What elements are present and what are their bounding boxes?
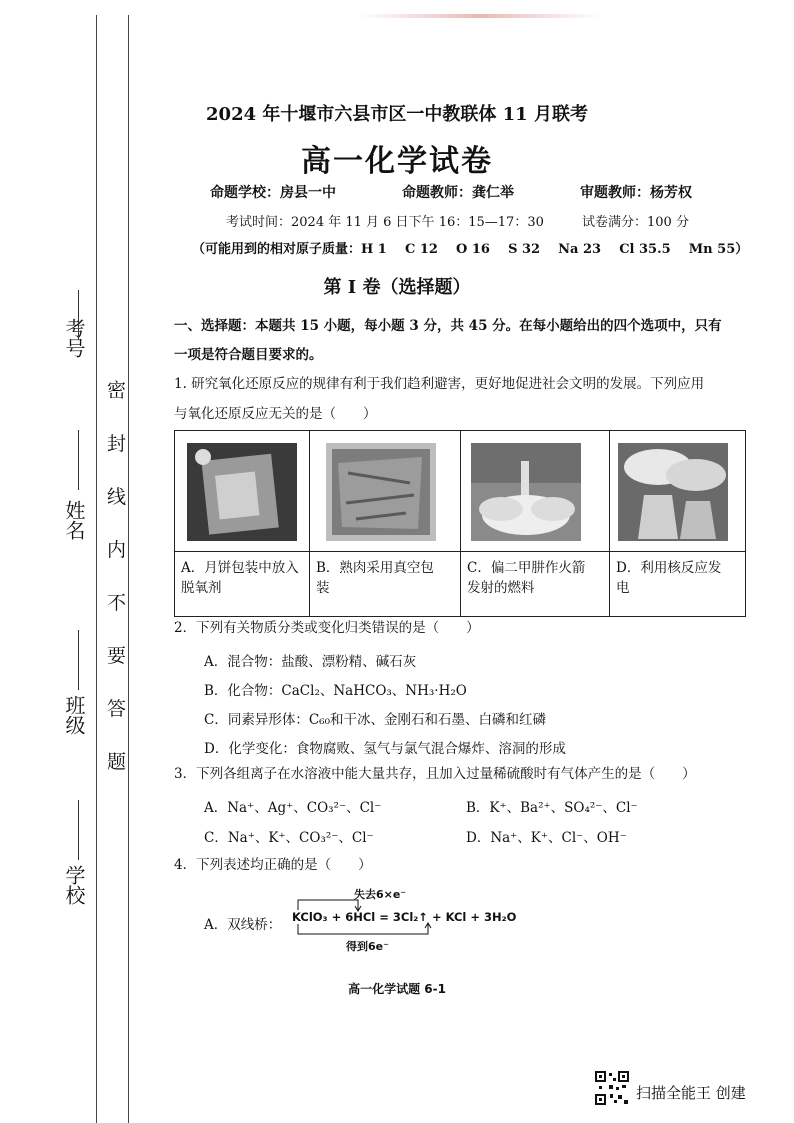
q1-option-a-line2: 脱氧剂 — [181, 580, 222, 596]
q1-option-c-line1: C．偏二甲肼作火箭 — [467, 560, 586, 576]
q3-option-a: A．Na⁺、Ag⁺、CO₃²⁻、Cl⁻ — [204, 800, 382, 816]
top-scan-mark — [360, 14, 600, 18]
q2-option-d: D．化学变化：食物腐败、氢气与氯气混合爆炸、溶洞的形成 — [204, 741, 566, 757]
q1-options-table — [174, 430, 746, 617]
q1-option-d — [610, 552, 746, 617]
exam-title: 2024 年十堰市六县市区一中教联体 11 月联考 — [206, 104, 588, 125]
name-underline — [78, 430, 79, 490]
q1-stem-line2: 与氧化还原反应无关的是（ ） — [174, 406, 377, 422]
subject-title: 高一化学试卷 — [301, 144, 493, 179]
q3-option-b: B．K⁺、Ba²⁺、SO₄²⁻、Cl⁻ — [466, 800, 638, 816]
q2-option-b: B．化合物：CaCl₂、NaHCO₃、NH₃·H₂O — [204, 683, 467, 699]
q1-option-b-line1: B．熟肉采用真空包 — [316, 560, 434, 576]
q1-option-c-line2: 发射的燃料 — [467, 580, 535, 596]
q2-stem: 2．下列有关物质分类或变化归类错误的是（ ） — [174, 620, 480, 636]
class-underline — [78, 630, 79, 690]
q1-option-c — [461, 552, 610, 617]
name-label: 姓名 — [62, 500, 86, 540]
section-instruction-line1: 一、选择题：本题共 15 小题，每小题 3 分，共 45 分。在每小题给出的四个选项中，只有 — [174, 318, 722, 334]
q1-option-b — [310, 552, 461, 617]
q3-stem: 3．下列各组离子在水溶液中能大量共存，且加入过量稀硫酸时有气体产生的是（ ） — [174, 766, 696, 782]
q1-option-a — [175, 552, 310, 617]
q4-stem: 4．下列表述均正确的是（ ） — [174, 857, 372, 873]
teacher-info: 命题教师：龚仁举 — [402, 185, 514, 201]
q2-option-a: A．混合物：盐酸、漂粉精、碱石灰 — [204, 654, 417, 670]
scanner-watermark: 扫描全能王 创建 — [636, 1084, 746, 1102]
atomic-mass-note: （可能用到的相对原子质量：H 1 C 12 O 16 S 32 Na 23 Cl 35.5 Mn 55） — [192, 242, 749, 257]
seal-line-notice: 密 封 线 内 不 要 答 题 — [104, 380, 126, 785]
section-title: 第 I 卷（选择题） — [323, 277, 471, 298]
mooncake-package-photo-icon — [187, 443, 297, 541]
nuclear-plant-photo-icon — [618, 443, 728, 541]
exam-number-label: 考号 — [62, 318, 86, 358]
q1-image-cell-a — [175, 431, 310, 552]
margin-line-outer — [96, 15, 97, 1123]
q2-option-c: C．同素异形体：C₆₀和干冰、金刚石和石墨、白磷和红磷 — [204, 712, 546, 728]
q1-image-cell-c — [461, 431, 610, 552]
qr-code-icon — [594, 1070, 630, 1106]
q1-option-d-line1: D．利用核反应发 — [616, 560, 722, 576]
q3-option-d: D．Na⁺、K⁺、Cl⁻、OH⁻ — [466, 830, 627, 846]
q4-option-a-label: A．双线桥： — [204, 917, 282, 933]
q1-option-a-line1: A．月饼包装中放入 — [181, 560, 299, 576]
q1-option-b-line2: 装 — [316, 580, 330, 596]
q4-equation: KClO₃ + 6HCl = 3Cl₂↑ + KCl + 3H₂O — [292, 910, 517, 924]
q4-gain-electrons-label: 得到6e⁻ — [346, 940, 389, 953]
page-footer: 高一化学试题 6-1 — [348, 982, 446, 996]
q3-option-c: C．Na⁺、K⁺、CO₃²⁻、Cl⁻ — [204, 830, 374, 846]
school-underline — [78, 800, 79, 860]
school-info: 命题学校：房县一中 — [210, 185, 336, 201]
q1-option-d-line2: 电 — [616, 580, 630, 596]
rocket-launch-photo-icon — [471, 443, 581, 541]
q1-image-cell-b — [310, 431, 461, 552]
q4-lose-electrons-label: 失去6×e⁻ — [354, 888, 407, 901]
class-label: 班级 — [62, 695, 86, 735]
exam-time: 考试时间：2024 年 11 月 6 日下午 16：15—17：30 — [226, 215, 544, 230]
section-instruction-line2: 一项是符合题目要求的。 — [174, 347, 323, 363]
vacuum-packed-meat-photo-icon — [326, 443, 436, 541]
school-label: 学校 — [62, 865, 86, 905]
full-score: 试卷满分：100 分 — [582, 215, 689, 230]
q1-stem-line1: 1. 研究氧化还原反应的规律有利于我们趋利避害，更好地促进社会文明的发展。下列应用 — [174, 376, 705, 392]
reviewer-info: 审题教师：杨芳权 — [580, 185, 692, 201]
q1-image-cell-d — [610, 431, 746, 552]
